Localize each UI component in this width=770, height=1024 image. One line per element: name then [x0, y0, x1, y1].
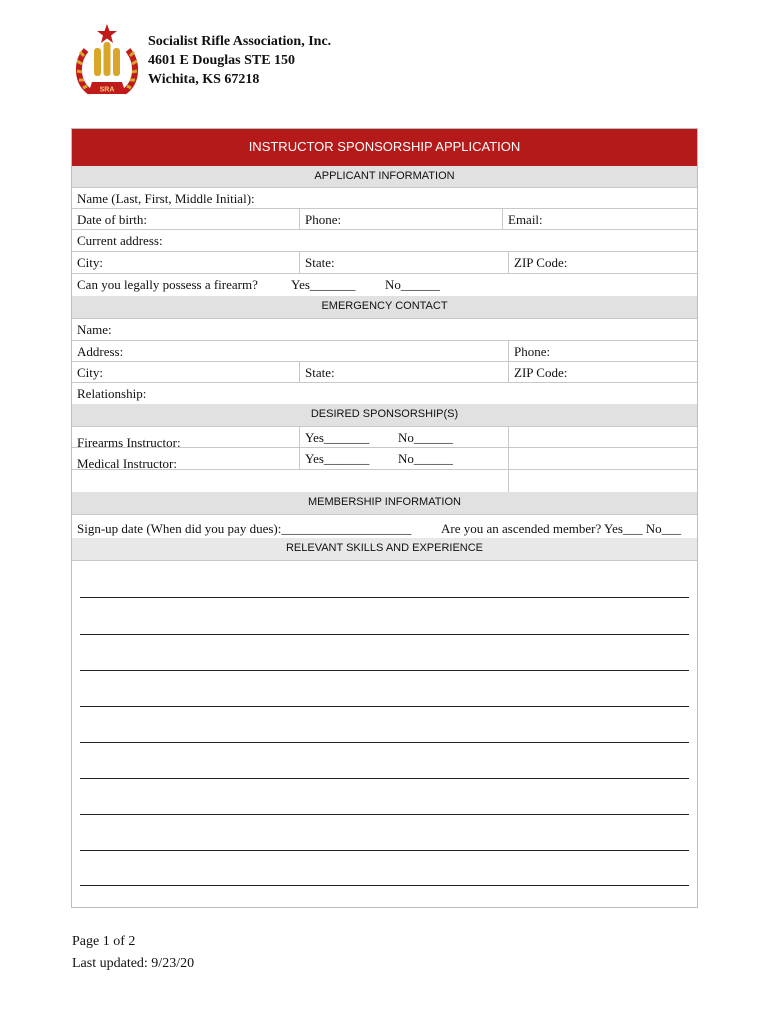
emergency-relationship-row [72, 383, 697, 404]
section-emergency: EMERGENCY CONTACT [72, 296, 697, 319]
emergency-name-field[interactable]: Name: [77, 322, 112, 337]
emergency-address-row [72, 341, 697, 362]
page-number: Page 1 of 2 [72, 934, 136, 949]
applicant-dob-field[interactable]: Date of birth: [77, 212, 148, 227]
emergency-state-field[interactable]: State: [299, 362, 335, 382]
org-address-line2: Wichita, KS 67218 [148, 72, 260, 87]
last-updated: Last updated: 9/23/20 [72, 956, 195, 971]
sponsorship-medical-row [72, 448, 697, 470]
sponsorship-firearms-row [72, 427, 697, 448]
skills-line[interactable] [80, 634, 689, 635]
medical-no-field[interactable]: No______ [398, 451, 453, 466]
emergency-phone-field[interactable]: Phone: [508, 341, 550, 361]
sra-logo [72, 22, 142, 102]
star-icon [97, 24, 117, 43]
section-applicant: APPLICANT INFORMATION [72, 166, 697, 188]
emergency-zip-field[interactable]: ZIP Code: [508, 362, 567, 382]
applicant-email-field[interactable]: Email: [502, 209, 543, 229]
membership-row [72, 515, 697, 537]
applicant-name-field[interactable]: Name (Last, First, Middle Initial): [77, 191, 255, 206]
org-name: Socialist Rifle Association, Inc. [148, 34, 332, 49]
sponsorship-blank-row [72, 470, 697, 492]
skills-line[interactable] [80, 885, 689, 886]
firearms-notes-cell[interactable] [508, 427, 698, 447]
applicant-name-row [72, 188, 697, 209]
skills-line[interactable] [80, 778, 689, 779]
emergency-city-row [72, 362, 697, 383]
firearms-instructor-label: Firearms Instructor: [77, 435, 181, 450]
firearms-yes-field[interactable]: Yes_______ [299, 427, 369, 447]
skills-line[interactable] [80, 597, 689, 598]
emergency-city-field[interactable]: City: [77, 365, 104, 380]
applicant-phone-field[interactable]: Phone: [299, 209, 341, 229]
form-title: INSTRUCTOR SPONSORSHIP APPLICATION [72, 129, 697, 166]
section-skills: RELEVANT SKILLS AND EXPERIENCE [72, 538, 697, 561]
section-sponsorship: DESIRED SPONSORSHIP(S) [72, 404, 697, 427]
skills-line[interactable] [80, 706, 689, 707]
firearm-yes-field[interactable]: Yes_______ [291, 277, 356, 292]
skills-line[interactable] [80, 742, 689, 743]
applicant-address-field[interactable]: Current address: [77, 233, 163, 248]
medical-yes-field[interactable]: Yes_______ [299, 448, 369, 469]
section-membership: MEMBERSHIP INFORMATION [72, 492, 697, 515]
skills-line[interactable] [80, 850, 689, 851]
skills-line[interactable] [80, 670, 689, 671]
skills-line[interactable] [80, 814, 689, 815]
sponsorship-blank-cell[interactable] [508, 470, 698, 492]
emergency-address-field[interactable]: Address: [77, 344, 124, 359]
firearm-no-field[interactable]: No______ [385, 277, 440, 292]
medical-notes-cell[interactable] [508, 448, 698, 469]
applicant-zip-field[interactable]: ZIP Code: [508, 252, 567, 273]
logo-text: SRA [99, 86, 115, 94]
applicant-city-row [72, 252, 697, 274]
emergency-name-row [72, 319, 697, 341]
emergency-relationship-field[interactable]: Relationship: [77, 386, 147, 401]
applicant-address-row [72, 230, 697, 252]
firearm-question-row [72, 274, 697, 296]
application-form [71, 128, 698, 908]
applicant-dob-row [72, 209, 697, 230]
firearms-no-field[interactable]: No______ [398, 430, 453, 445]
medical-instructor-label: Medical Instructor: [77, 456, 177, 471]
org-header [148, 32, 331, 89]
skills-area[interactable] [72, 561, 697, 907]
signup-date-field[interactable]: Sign-up date (When did you pay dues):____________________ [77, 521, 412, 536]
firearm-question: Can you legally possess a firearm? [77, 277, 258, 292]
applicant-city-field[interactable]: City: [77, 255, 104, 270]
applicant-state-field[interactable]: State: [299, 252, 335, 273]
ascended-member-field[interactable]: Are you an ascended member? Yes___ No___ [441, 521, 682, 536]
org-address-line1: 4601 E Douglas STE 150 [148, 53, 296, 68]
